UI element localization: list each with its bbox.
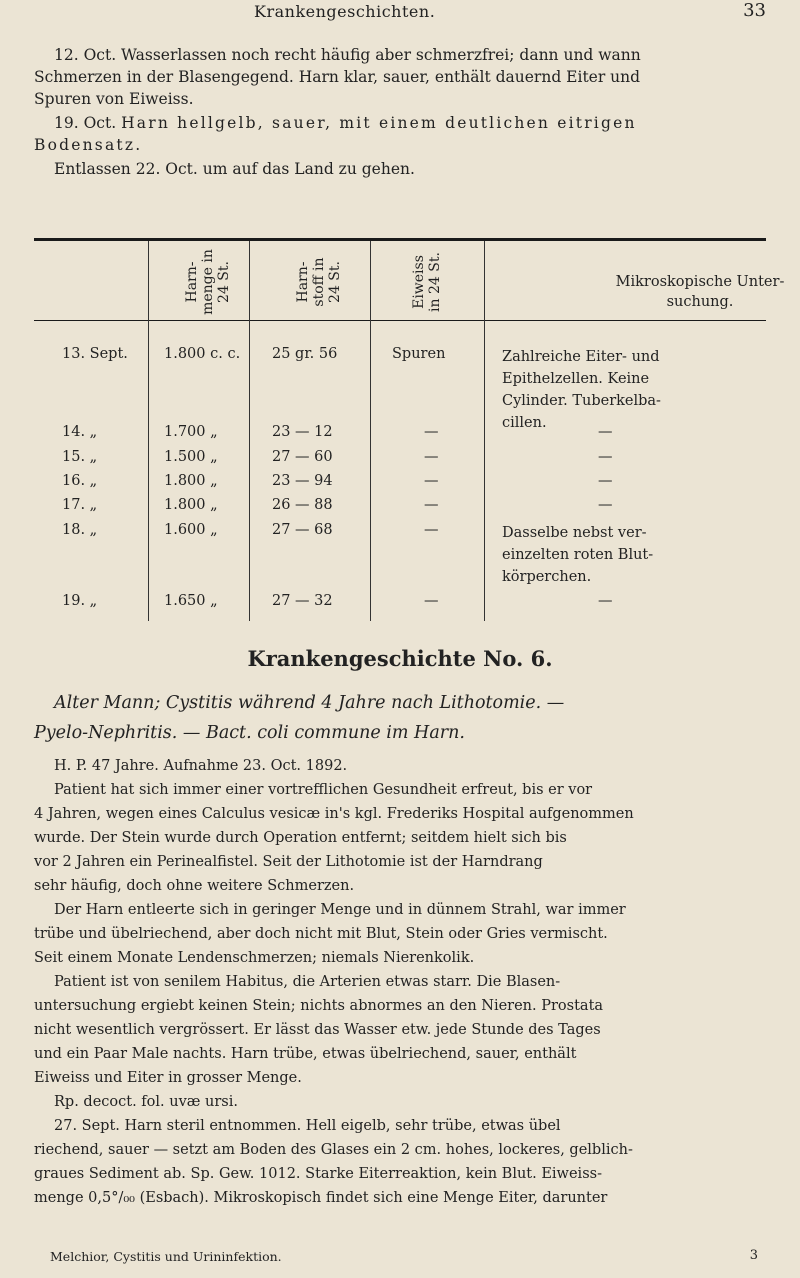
- cell-mikro: —: [598, 449, 613, 465]
- case-line: graues Sediment ab. Sp. Gew. 1012. Starke Eiterreaktion, kein Blut. Eiweiss-: [34, 1166, 602, 1182]
- cell-eiweiss: —: [424, 522, 439, 538]
- table-header-rule: [34, 320, 766, 321]
- case-line: Rp. decoct. fol. uvæ ursi.: [54, 1094, 238, 1110]
- cell-stoff: 27 — 68: [272, 522, 333, 538]
- cell-eiweiss: —: [424, 593, 439, 609]
- cell-menge: 1.800 „: [164, 497, 218, 513]
- cell-stoff: 23 — 94: [272, 473, 333, 489]
- page-number: 33: [743, 0, 766, 21]
- case-body: [34, 754, 776, 1210]
- cell-menge: 1.800 c. c.: [164, 346, 241, 362]
- footer-text: Melchior, Cystitis und Urininfektion.: [50, 1249, 282, 1264]
- cell-mikro: [502, 522, 653, 588]
- case-line: sehr häufig, doch ohne weitere Schmerzen.: [34, 878, 355, 894]
- header-harnstoff: Harn- stoff in 24 St.: [295, 257, 343, 307]
- cell-mikro: —: [598, 424, 613, 440]
- case-line: riechend, sauer — setzt am Boden des Glases ein 2 cm. hohes, lockeres, gelblich-: [34, 1142, 633, 1158]
- running-head: Krankengeschichten.: [254, 2, 436, 21]
- case-line: Der Harn entleerte sich in geringer Menge und in dünnem Strahl, war immer: [54, 902, 626, 918]
- case-line: Eiweiss und Eiter in grosser Menge.: [34, 1070, 302, 1086]
- cell-stoff: 26 — 88: [272, 497, 333, 513]
- case-line: wurde. Der Stein wurde durch Operation entfernt; seitdem hielt sich bis: [34, 830, 567, 846]
- case-line: H. P. 47 Jahre. Aufnahme 23. Oct. 1892.: [54, 758, 348, 774]
- column-divider: [148, 241, 149, 621]
- case-line: Seit einem Monate Lendenschmerzen; niemals Nierenkolik.: [34, 950, 475, 966]
- cell-eiweiss: —: [424, 497, 439, 513]
- cell-mikro: —: [598, 497, 613, 513]
- case-line: und ein Paar Male nachts. Harn trübe, etwas übelriechend, sauer, enthält: [34, 1046, 577, 1062]
- cell-date: 17. „: [62, 497, 98, 513]
- cell-stoff: 27 — 32: [272, 593, 333, 609]
- case-line: nicht wesentlich vergrössert. Er lässt das Wasser etw. jede Stunde des Tages: [34, 1022, 601, 1038]
- intro-paragraph-2: [34, 112, 776, 156]
- cell-eiweiss: —: [424, 424, 439, 440]
- cell-menge: 1.700 „: [164, 424, 218, 440]
- case-line: menge 0,5°/₀₀ (Esbach). Mikroskopisch findet sich eine Menge Eiter, darunter: [34, 1190, 608, 1206]
- case-line: Patient hat sich immer einer vortrefflichen Gesundheit erfreut, bis er vor: [54, 782, 593, 798]
- cell-date: 18. „: [62, 522, 98, 538]
- header-mikroskopie-line: Mikroskopische Unter-: [615, 274, 785, 290]
- case-title: Krankengeschichte No. 6.: [247, 646, 553, 671]
- case-line: Patient ist von senilem Habitus, die Arterien etwas starr. Die Blasen-: [54, 974, 561, 990]
- intro-spaced-text: Harn hellgelb, sauer, mit einem deutlichen eitrigen: [121, 114, 637, 132]
- signature-mark: 3: [749, 1248, 758, 1263]
- case-line: 4 Jahren, wegen eines Calculus vesicæ in's kgl. Frederiks Hospital aufgenommen: [34, 806, 634, 822]
- case-line: 27. Sept. Harn steril entnommen. Hell eigelb, sehr trübe, etwas übel: [54, 1118, 561, 1134]
- intro-date: 19. Oct.: [54, 114, 117, 132]
- table-top-rule: [34, 238, 766, 241]
- cell-mikro: —: [598, 593, 613, 609]
- cell-mikro-line: einzelten roten Blut-: [502, 547, 654, 563]
- cell-eiweiss: —: [424, 449, 439, 465]
- cell-mikro: —: [598, 473, 613, 489]
- cell-menge: 1.600 „: [164, 522, 218, 538]
- cell-mikro-line: Epithelzellen. Keine: [502, 371, 650, 387]
- case-subtitle-line: Pyelo-Nephritis. — Bact. coli commune im Harn.: [34, 723, 465, 743]
- cell-menge: 1.650 „: [164, 593, 218, 609]
- case-line: untersuchung ergiebt keinen Stein; nichts abnormes an den Nieren. Prostata: [34, 998, 604, 1014]
- cell-mikro-line: cillen.: [502, 415, 547, 431]
- cell-date: 15. „: [62, 449, 98, 465]
- cell-mikro-line: Cylinder. Tuberkelba-: [502, 393, 661, 409]
- intro-line: Spuren von Eiweiss.: [34, 90, 194, 108]
- intro-line: [34, 112, 776, 134]
- cell-stoff: 23 — 12: [272, 424, 333, 440]
- cell-stoff: 25 gr. 56: [272, 346, 338, 362]
- intro-line: Schmerzen in der Blasengegend. Harn klar, sauer, enthält dauernd Eiter und: [34, 68, 641, 86]
- cell-mikro-line: körperchen.: [502, 569, 592, 585]
- intro-paragraph-1: [34, 44, 776, 110]
- case-subtitle-line: Alter Mann; Cystitis während 4 Jahre nach Lithotomie. —: [54, 693, 565, 713]
- cell-menge: 1.800 „: [164, 473, 218, 489]
- cell-menge: 1.500 „: [164, 449, 218, 465]
- cell-eiweiss: —: [424, 473, 439, 489]
- cell-date: 19. „: [62, 593, 98, 609]
- intro-line: 12. Oct. Wasserlassen noch recht häufig aber schmerzfrei; dann und wann: [54, 46, 641, 64]
- column-divider: [484, 241, 485, 621]
- header-eiweiss: Eiweiss in 24 St.: [411, 252, 443, 312]
- cell-date: 13. Sept.: [62, 346, 128, 362]
- cell-mikro-line: Zahlreiche Eiter- und: [502, 349, 660, 365]
- header-mikroskopie: [605, 272, 795, 312]
- cell-eiweiss: Spuren: [392, 346, 446, 362]
- case-subtitle: [34, 688, 776, 748]
- case-line: vor 2 Jahren ein Perinealfistel. Seit der Lithotomie ist der Harndrang: [34, 854, 543, 870]
- intro-line: Bodensatz.: [34, 136, 143, 154]
- cell-date: 14. „: [62, 424, 98, 440]
- header-mikroskopie-line: suchung.: [666, 294, 734, 310]
- column-divider: [370, 241, 371, 621]
- case-line: trübe und übelriechend, aber doch nicht mit Blut, Stein oder Gries vermischt.: [34, 926, 608, 942]
- column-divider: [249, 241, 250, 621]
- cell-mikro: [502, 346, 661, 434]
- cell-date: 16. „: [62, 473, 98, 489]
- intro-paragraph-3: Entlassen 22. Oct. um auf das Land zu gehen.: [54, 160, 415, 178]
- cell-stoff: 27 — 60: [272, 449, 333, 465]
- header-harnmenge: Harn- menge in 24 St.: [184, 249, 232, 315]
- cell-mikro-line: Dasselbe nebst ver-: [502, 525, 647, 541]
